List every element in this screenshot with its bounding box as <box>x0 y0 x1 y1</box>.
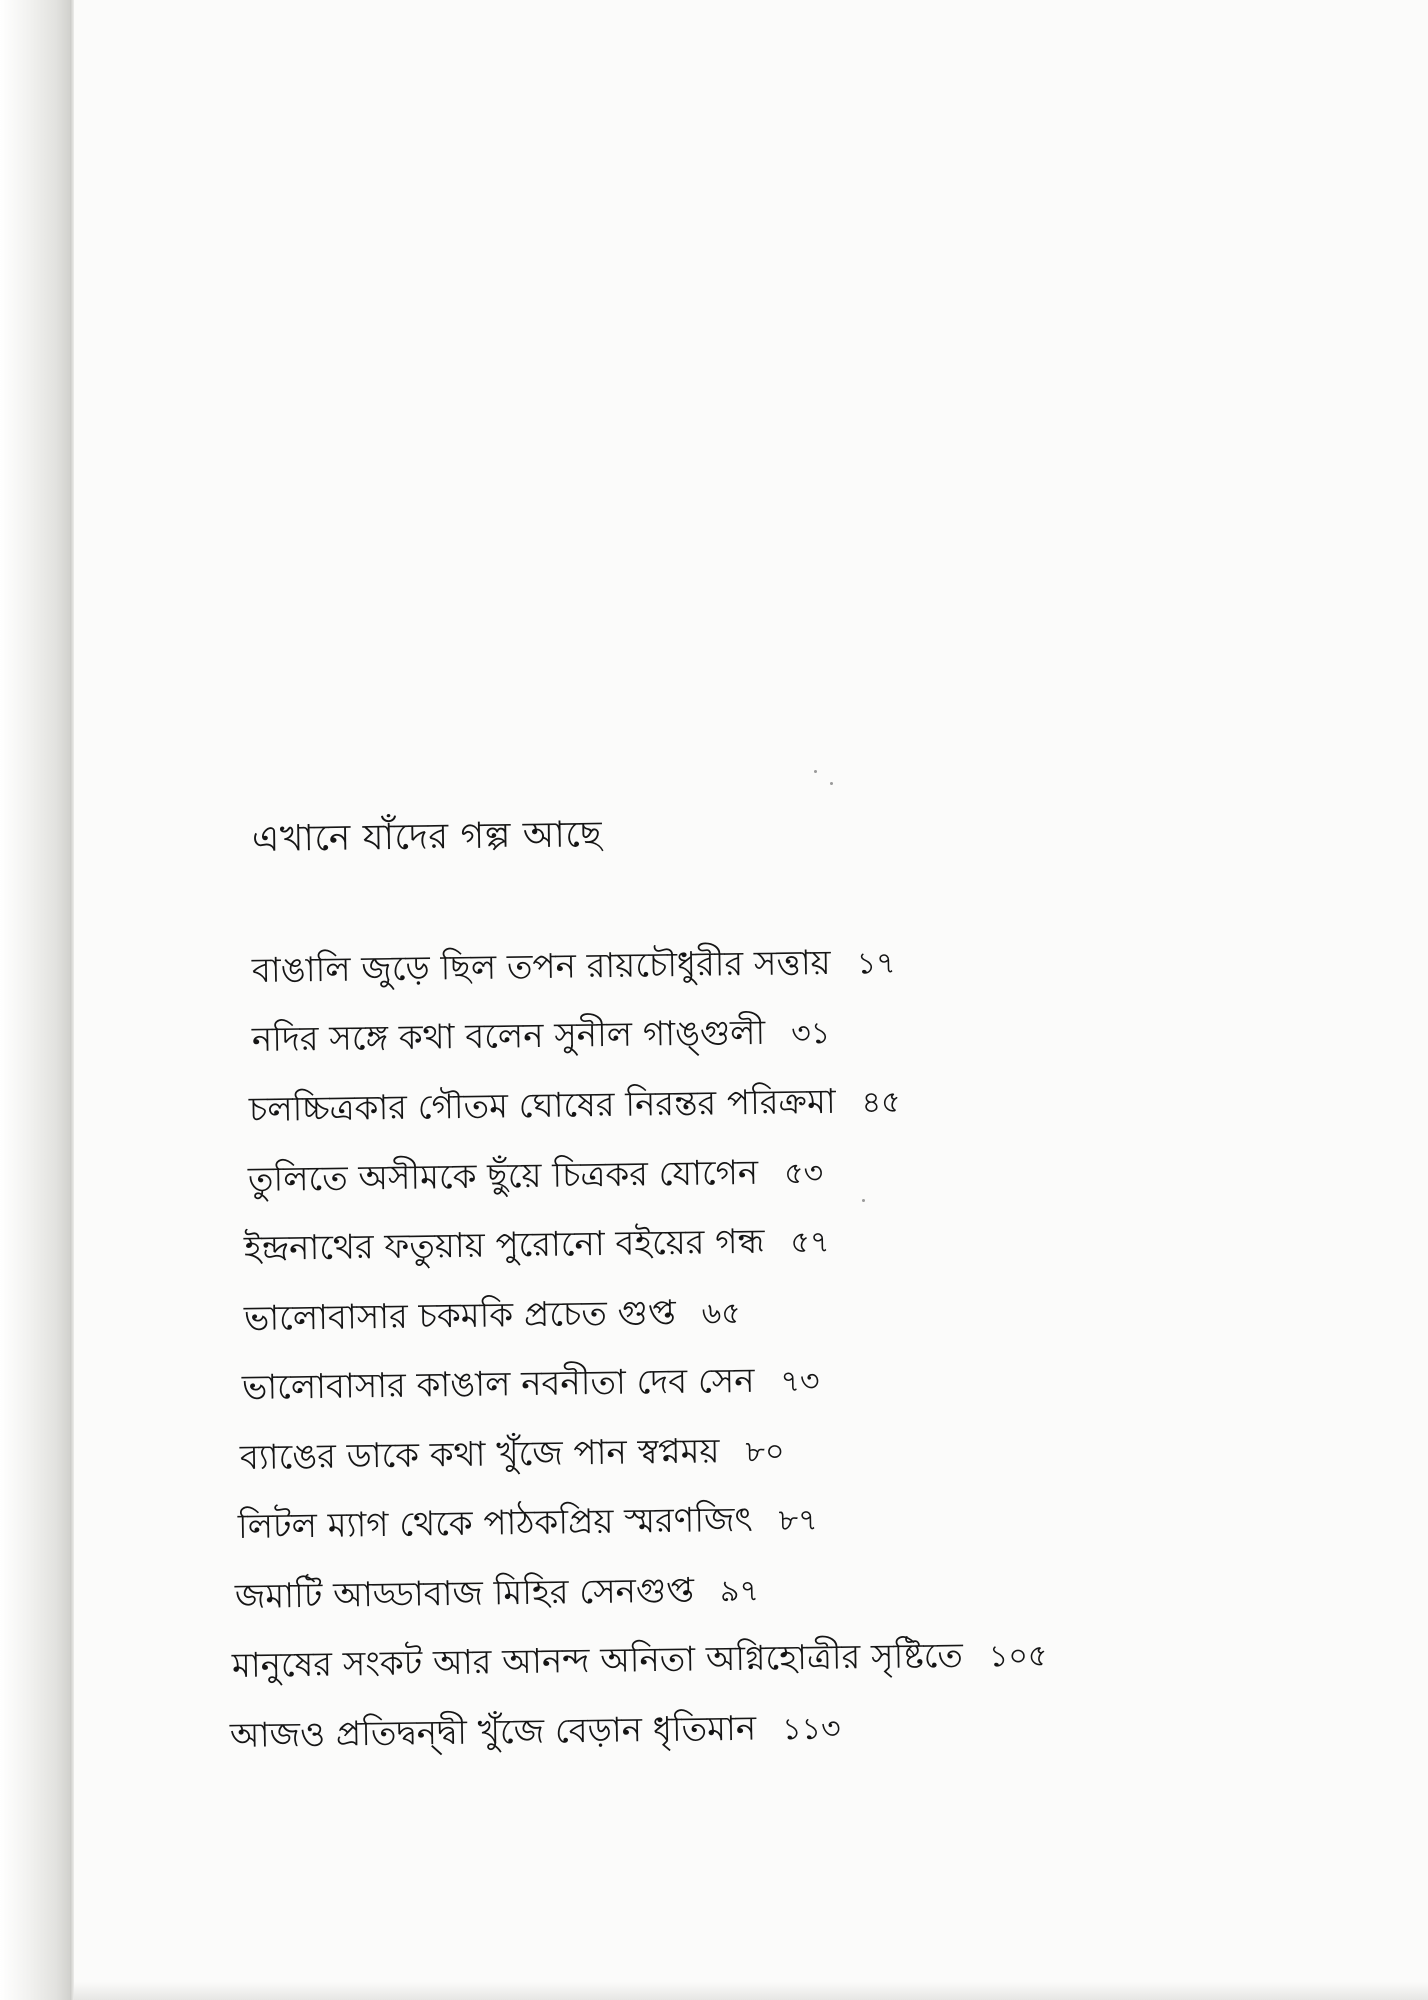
toc-entry <box>238 1493 818 1558</box>
toc-entry-page: ৮৭ <box>778 1502 818 1539</box>
toc-entry-page: ৬৫ <box>701 1296 741 1332</box>
toc-entry <box>242 1354 820 1419</box>
toc-entry-page: ৮০ <box>745 1434 785 1470</box>
toc-entry <box>244 1286 742 1350</box>
toc-entry <box>232 1629 1048 1697</box>
toc-entry-title: ভালোবাসার চকমকি প্রচেত গুপ্ত <box>243 1292 677 1339</box>
toc-entry-title: তুলিতে অসীমকে ছুঁয়ে চিত্রকর যোগেন <box>247 1152 759 1200</box>
toc-entry-page: ১০৫ <box>988 1638 1048 1675</box>
toc-entry-title: চলচ্চিত্রকার গৌতম ঘোষের নিরন্তর পরিক্রমা <box>248 1081 836 1130</box>
paper-speck <box>830 782 833 785</box>
toc-entry <box>244 1215 830 1280</box>
toc-entry <box>235 1564 760 1628</box>
gutter-edge <box>70 0 74 2000</box>
toc-entry-page: ৪৫ <box>861 1084 901 1121</box>
toc-entry-title: লিটল ম্যাগ থেকে পাঠকপ্রিয় স্মরণজিৎ <box>237 1499 753 1547</box>
paper-speck <box>814 770 817 773</box>
toc-entry-page: ৫৩ <box>783 1155 824 1192</box>
toc-entry-page: ১৭ <box>856 946 896 982</box>
toc-entry-title: ইন্দ্রনাথের ফতুয়ায় পুরোনো বইয়ের গন্ধ <box>243 1221 765 1269</box>
toc-entry <box>252 1006 831 1071</box>
toc-entry <box>240 1424 785 1489</box>
page-title: এখানে যাঁদের গল্প আছে <box>251 814 603 861</box>
toc-entry-page: ৯৭ <box>719 1573 760 1610</box>
bottom-edge-shade <box>74 1982 1428 2000</box>
toc-entry <box>248 1146 824 1211</box>
toc-entry <box>249 1075 901 1141</box>
toc-entry-page: ১১৩ <box>781 1711 841 1748</box>
toc-entry-title: জমাটি আড্ডাবাজ মিহির সেনগুপ্ত <box>234 1570 695 1617</box>
toc-entry-title: আজও প্রতিদ্বন্দ্বী খুঁজে বেড়ান ধৃতিমান <box>229 1708 757 1756</box>
toc-entry-title: ভালোবাসার কাঙাল নবনীতা দেব সেন <box>241 1360 755 1408</box>
paper-speck <box>862 1199 865 1202</box>
toc-entry-page: ৫৭ <box>790 1224 830 1261</box>
page-gutter <box>0 0 72 2000</box>
toc-entry-title: বাঙালি জুড়ে ছিল তপন রায়চৌধুরীর সত্তায় <box>251 942 831 991</box>
toc-entry-title: ব্যাঙের ডাকে কথা খুঁজে পান স্বপ্নময় <box>239 1431 720 1478</box>
toc-entry-page: ৩১ <box>790 1015 831 1052</box>
toc-entry <box>252 936 896 1002</box>
toc-entry <box>230 1701 841 1767</box>
toc-entry-title: মানুষের সংকট আর আনন্দ অনিতা অগ্নিহোত্রীর সৃষ্টিতে <box>231 1635 964 1686</box>
toc-entry-title: নদির সঙ্গে কথা বলেন সুনীল গাঙ্গুলী <box>251 1012 766 1060</box>
toc-entry-page: ৭৩ <box>780 1363 820 1400</box>
